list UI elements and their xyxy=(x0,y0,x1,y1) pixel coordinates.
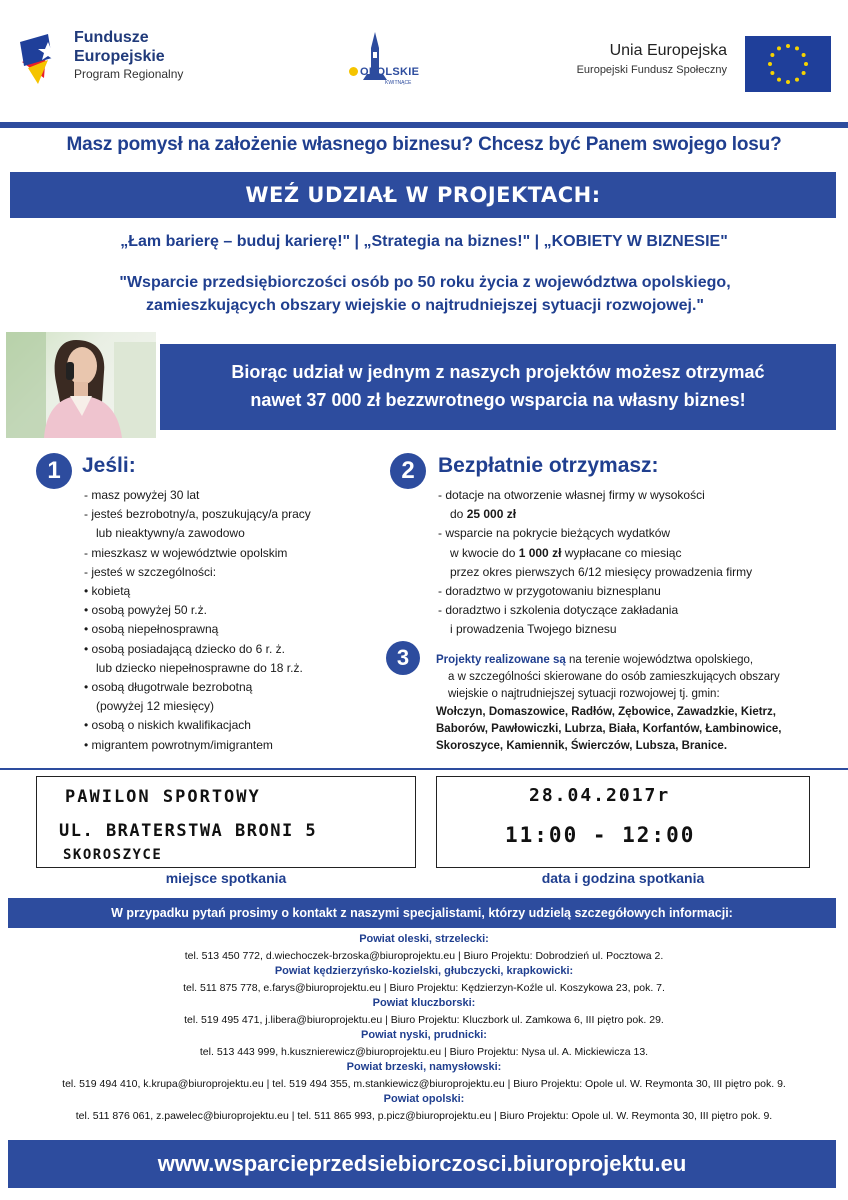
fe-line3: Program Regionalny xyxy=(74,67,184,81)
support-line1: Biorąc udział w jednym z naszych projektów możesz otrzymać xyxy=(231,362,765,382)
subtitle-line2: zamieszkujących obszary wiejskie o najtrudniejszej sytuacji rozwojowej." xyxy=(145,297,704,314)
opolskie-subtext: KWITNĄCE xyxy=(385,80,412,86)
headline-question: Masz pomysł na założenie własnego biznesu? Chcesz być Panem swojego losu? xyxy=(66,134,782,155)
contacts-list xyxy=(0,932,848,1124)
contact-region: Powiat kluczborski: xyxy=(372,997,476,1009)
place-line2: UL. BRATERSTWA BRONI 5 xyxy=(59,821,318,841)
contact-region: Powiat nyski, prudnicki: xyxy=(361,1029,487,1041)
eu-star-icon xyxy=(786,80,790,84)
eu-star-icon xyxy=(802,71,806,75)
benefit-item: - dotacje na otworzenie własnej firmy w wysokości xyxy=(438,488,705,502)
meeting-time: 11:00 - 12:00 xyxy=(505,823,696,847)
eu-star-icon xyxy=(795,46,799,50)
condition-item: - masz powyżej 30 lat xyxy=(84,488,200,502)
sun-icon xyxy=(349,67,358,76)
support-post: bezzwrotnego wsparcia na własny biznes! xyxy=(380,390,746,410)
contact-band: W przypadku pytań prosimy o kontakt z naszymi specjalistami, którzy udzielą szczegółowych informacji: xyxy=(8,898,836,928)
contact-details[interactable]: tel. 513 443 999, h.kusznierewicz@biuroprojektu.eu | Biuro Projektu: Nysa ul. A. Mickiewicza 13. xyxy=(199,1045,649,1058)
section3-line5: Skoroszyce, Kamiennik, Świerczów, Lubsza, Branice. xyxy=(436,740,728,753)
condition-item: (powyżej 12 miesięcy) xyxy=(96,699,215,714)
section3-lead: Projekty realizowane są xyxy=(436,654,566,666)
condition-item: • kobietą xyxy=(84,584,131,599)
section2-heading: Bezpłatnie otrzymasz: xyxy=(438,454,659,477)
benefit-item: - doradztwo w przygotowaniu biznesplanu xyxy=(438,584,661,599)
website-link[interactable]: www.wsparcieprzedsiebiorczosci.biuroprojektu.eu xyxy=(8,1140,836,1188)
eu-star-icon xyxy=(770,71,774,75)
date-caption: data i godzina spotkania xyxy=(541,870,705,886)
condition-item: • migrantem powrotnym/imigrantem xyxy=(84,737,273,752)
unia-europejska-logo xyxy=(560,36,835,96)
contact-details[interactable]: tel. 519 495 471, j.libera@biuroprojektu.eu | Biuro Projektu: Kluczbork ul. Zamkowa 6, III piętro pok. 29. xyxy=(184,1013,664,1026)
contact-region: Powiat opolski: xyxy=(383,1093,465,1105)
section3-line4: Baborów, Pawłowiczki, Lubrza, Biała, Korfantów, Łambinowice, xyxy=(436,722,782,735)
section1-list xyxy=(84,486,384,755)
subtitle-line1: "Wsparcie przedsiębiorczości osób po 50 roku życia z województwa opolskiego, xyxy=(119,274,731,291)
place-line3: SKOROSZYCE xyxy=(63,847,163,863)
support-pre: nawet xyxy=(250,390,307,410)
divider-rule xyxy=(0,768,848,770)
section3-text xyxy=(436,652,836,755)
contact-details[interactable]: tel. 513 450 772, d.wiechoczek-brzoska@biuroprojektu.eu | Biuro Projektu: Dobrodzień ul. Pocztowa 2. xyxy=(184,949,664,962)
title-band: WEŹ UDZIAŁ W PROJEKTACH: xyxy=(10,172,836,218)
contact-details[interactable]: tel. 511 876 061, z.pawelec@biuroprojektu.eu | tel. 511 865 993, p.picz@biuroprojektu.eu | Biuro Projektu: Opole ul. W. Reymonta 30, III piętro pok. 9. xyxy=(75,1109,773,1122)
top-rule xyxy=(0,122,848,128)
businesswoman-photo xyxy=(6,332,156,438)
meeting-date: 28.04.2017r xyxy=(529,785,671,806)
fe-line1: Fundusze xyxy=(74,29,149,46)
place-caption: miejsce spotkania xyxy=(165,870,287,886)
section1-heading: Jeśli: xyxy=(82,454,136,477)
eu-star-icon xyxy=(795,78,799,82)
ue-line1: Unia Europejska xyxy=(609,42,727,59)
section3-line1: a w szczególności skierowane do osób zamieszkujących obszary xyxy=(448,671,780,684)
contact-region: Powiat oleski, strzelecki: xyxy=(359,933,489,945)
condition-item: • osobą niepełnosprawną xyxy=(84,622,219,637)
condition-item: • osobą długotrwale bezrobotną xyxy=(84,680,253,695)
support-band xyxy=(160,344,836,430)
eu-star-icon xyxy=(777,78,781,82)
benefit-item: przez okres pierwszych 6/12 miesięcy prowadzenia firmy xyxy=(450,564,753,579)
condition-item: - jesteś w szczególności: xyxy=(84,564,217,579)
condition-item: - jesteś bezrobotny/a, poszukujący/a pracy xyxy=(84,507,311,522)
meeting-place-box xyxy=(36,776,416,868)
program-subtitle xyxy=(40,271,810,317)
section2-list xyxy=(438,486,828,640)
eu-star-icon xyxy=(804,62,808,66)
support-amount: 37 000 zł xyxy=(306,390,381,410)
benefit-item: w kwocie do 1 000 zł wypłacane co miesiąc xyxy=(450,545,682,560)
benefit-item: - wsparcie na pokrycie bieżących wydatków xyxy=(438,526,671,541)
fe-line2: Europejskie xyxy=(74,48,165,65)
contact-region: Powiat kędzierzyńsko-kozielski, głubczycki, krapkowicki: xyxy=(274,965,574,977)
section3-line3: Wołczyn, Domaszowice, Radłów, Zębowice, Zawadzkie, Kietrz, xyxy=(436,705,776,718)
section1-number: 1 xyxy=(36,453,72,489)
section3-number: 3 xyxy=(386,641,420,675)
fundusze-europejskie-logo xyxy=(18,26,218,96)
condition-item: - mieszkasz w województwie opolskim xyxy=(84,545,288,560)
ue-line2: Europejski Fundusz Społeczny xyxy=(576,64,727,76)
eu-star-icon xyxy=(802,53,806,57)
condition-item: lub nieaktywny/a zawodowo xyxy=(96,526,245,541)
condition-item: • osobą powyżej 50 r.ż. xyxy=(84,603,207,618)
condition-item: • osobą o niskich kwalifikacjach xyxy=(84,718,251,733)
contact-details[interactable]: tel. 519 494 410, k.krupa@biuroprojektu.eu | tel. 519 494 355, m.stankiewicz@biuroprojektu.eu | Biuro Projektu: Opole ul. W. Reymonta 30, III piętro pok. 9. xyxy=(62,1077,786,1090)
eu-star-icon xyxy=(768,62,772,66)
condition-item: lub dziecko niepełnosprawne do 18 r.ż. xyxy=(96,660,303,675)
opolskie-logo xyxy=(343,30,443,100)
project-names: „Łam barierę – buduj karierę!" | „Strategia na biznes!" | „KOBIETY W BIZNESIE" xyxy=(120,233,728,250)
section3-line2: wiejskie o najtrudniejszej sytuacji rozwojowej tj. gmin: xyxy=(448,688,720,701)
eu-flag-icon xyxy=(745,36,831,92)
opolskie-text: OPOLSKIE xyxy=(360,66,420,78)
contact-details[interactable]: tel. 511 875 778, e.farys@biuroprojektu.eu | Biuro Projektu: Kędzierzyn-Koźle ul. Koszykowa 23, pok. 7. xyxy=(183,981,665,994)
fe-star-icon xyxy=(18,32,66,84)
benefit-item: do 25 000 zł xyxy=(450,507,517,522)
benefit-item: - doradztwo i szkolenia dotyczące zakładania xyxy=(438,603,679,618)
benefit-item: i prowadzenia Twojego biznesu xyxy=(450,622,617,637)
eu-star-icon xyxy=(786,44,790,48)
contact-region: Powiat brzeski, namysłowski: xyxy=(346,1061,502,1073)
section3-line0: na terenie województwa opolskiego, xyxy=(565,654,754,666)
place-line1: PAWILON SPORTOWY xyxy=(65,787,261,807)
condition-item: • osobą posiadającą dziecko do 6 r. ż. xyxy=(84,641,285,656)
support-line2 xyxy=(160,386,836,414)
meeting-date-box xyxy=(436,776,810,868)
eu-star-icon xyxy=(777,46,781,50)
eu-star-icon xyxy=(770,53,774,57)
section2-number: 2 xyxy=(390,453,426,489)
